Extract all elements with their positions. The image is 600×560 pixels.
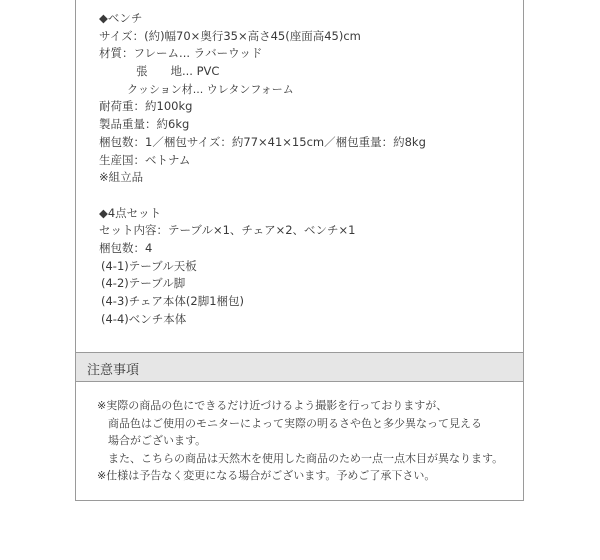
note-line: ※仕様は予告なく変更になる場合がございます。予めご了承下さい。 bbox=[97, 469, 436, 482]
note-line: ※実際の商品の色にできるだけ近づけるよう撮影を行っておりますが、 bbox=[97, 399, 448, 412]
spec-section bbox=[99, 10, 426, 328]
bench-size: サイズ：(約)幅70×奥行35×高さ45(座面高45)cm bbox=[99, 28, 361, 43]
set-contents: セット内容：テーブル×1、チェア×2、ベンチ×1 bbox=[99, 223, 356, 238]
bench-material: 材質：フレーム... ラバーウッド bbox=[99, 46, 263, 61]
note-line: 場合がございます。 bbox=[97, 434, 207, 447]
notes-title: 注意事項 bbox=[87, 363, 140, 378]
bench-heading: ◆ベンチ bbox=[99, 11, 143, 25]
bench-weight: 製品重量：約6kg bbox=[99, 117, 190, 132]
bench-origin: 生産国：ベトナム bbox=[99, 152, 191, 167]
note-line: また、こちらの商品は天然木を使用した商品のため一点一点木目が異なります。 bbox=[97, 451, 504, 465]
set-item-4: (4-4)ベンチ本体 bbox=[101, 311, 187, 326]
notes-section bbox=[97, 397, 503, 485]
set-package-count: 梱包数：4 bbox=[99, 240, 153, 255]
spec-frame bbox=[75, 0, 524, 501]
set-item-2: (4-2)テーブル脚 bbox=[101, 276, 186, 291]
notes-heading-bar bbox=[76, 352, 523, 382]
bench-load: 耐荷重：約100kg bbox=[99, 99, 193, 114]
bench-package: 梱包数：1／梱包サイズ：約77×41×15cm／梱包重量：約8kg bbox=[99, 134, 426, 149]
set-heading: ◆4点セット bbox=[99, 205, 162, 220]
bench-cushion: クッション材... ウレタンフォーム bbox=[105, 82, 294, 96]
bench-upholstery: 張 地... PVC bbox=[113, 64, 220, 79]
bench-assembly: ※組立品 bbox=[99, 170, 144, 185]
set-item-1: (4-1)テーブル天板 bbox=[101, 258, 197, 273]
set-item-3: (4-3)チェア本体(2脚1梱包) bbox=[101, 294, 245, 308]
note-line: 商品色はご使用のモニターによって実際の明るさや色と多少異なって見える bbox=[97, 416, 482, 430]
